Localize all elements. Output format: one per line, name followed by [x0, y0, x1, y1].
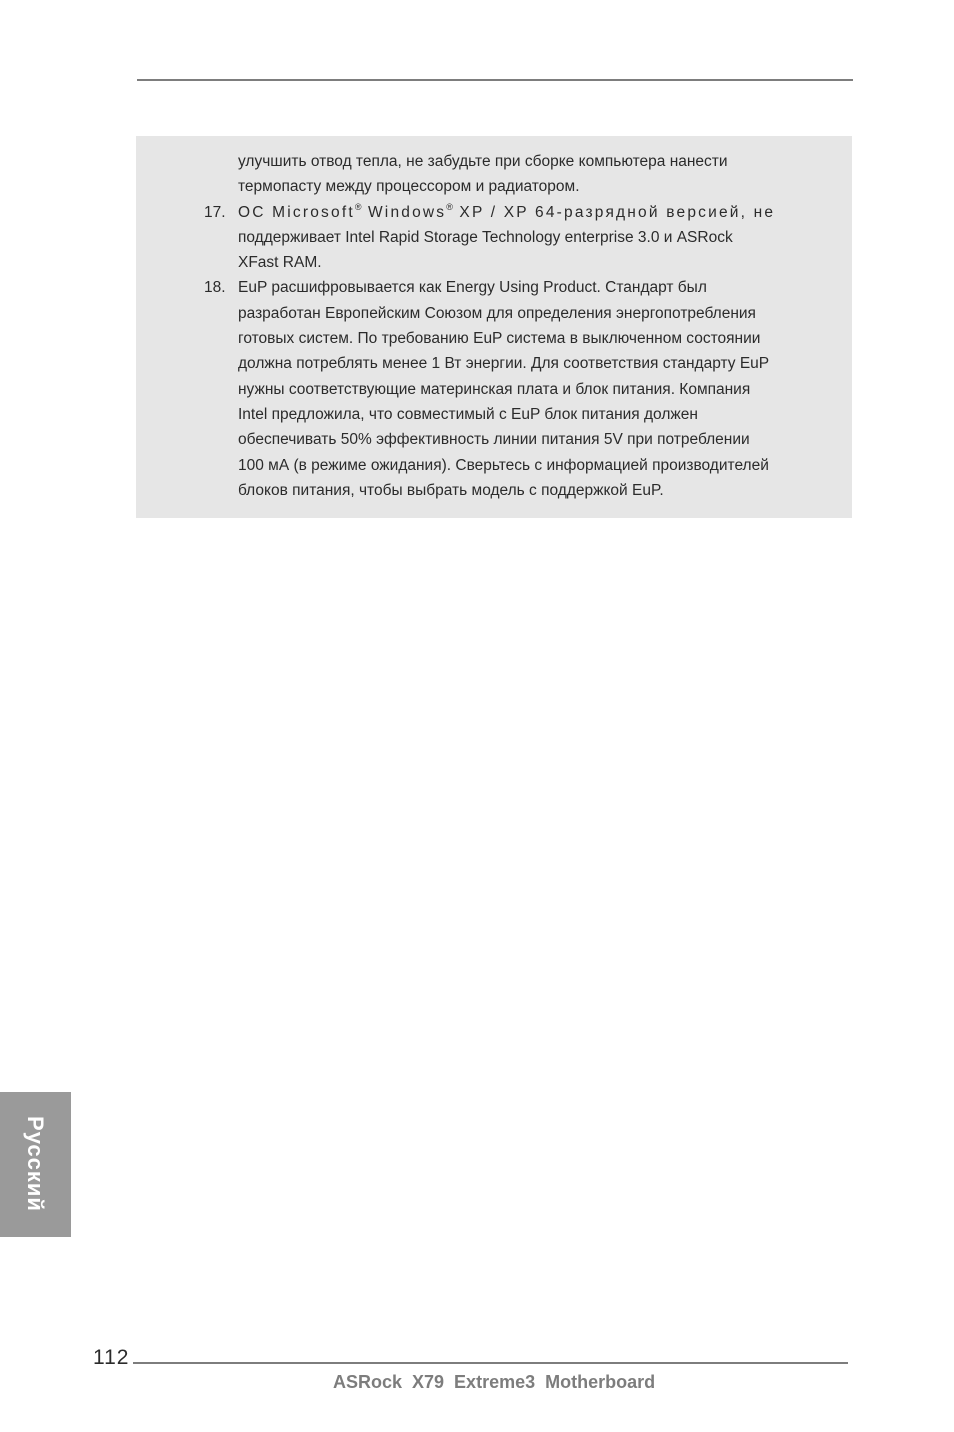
language-tab: [0, 1092, 71, 1237]
page-number: 112: [93, 1346, 130, 1369]
registered-mark: ®: [354, 201, 362, 212]
note-line: 100 мА (в режиме ожидания). Сверьтесь с информацией производителей: [238, 456, 769, 474]
note-line: блоков питания, чтобы выбрать модель с поддержкой EuP.: [238, 481, 664, 499]
continuation-line: термопасту между процессором и радиатором.: [238, 178, 580, 196]
footer-title: ASRock X79 Extreme3 Motherboard: [333, 1372, 656, 1392]
notes-text: [204, 149, 828, 503]
footer-rule: [133, 1362, 848, 1364]
note-line: [238, 200, 828, 225]
continuation-line: улучшить отвод тепла, не забудьте при сборке компьютера нанести: [238, 153, 728, 170]
note-line: должна потреблять менее 1 Вт энергии. Для соответствия стандарту EuP: [238, 355, 770, 373]
note-text-part: XP / XP 64-разрядной версией, не: [452, 203, 776, 221]
note-line: EuP расшифровывается как Energy Using Product. Стандарт был: [238, 279, 707, 297]
note-line: готовых систем. По требованию EuP система в выключенном состоянии: [238, 330, 761, 348]
note-line: Intel предложила, что совместимый с EuP блок питания должен: [238, 405, 698, 423]
note-line: нужны соответствующие материнская плата и блок питания. Компания: [238, 380, 751, 398]
language-tab-label: Русский: [23, 1116, 48, 1212]
header-rule: [137, 79, 853, 81]
note-line: разработан Европейским Союзом для определения энергопотребления: [238, 304, 756, 322]
note-line: обеспечивать 50% эффективность линии питания 5V при потреблении: [238, 431, 750, 449]
note-item-18: [204, 275, 828, 503]
note-text-part: ОС Microsoft: [238, 203, 355, 221]
note-line: поддерживает Intel Rapid Storage Technology enterprise 3.0 и ASRock: [238, 228, 733, 246]
registered-mark: ®: [446, 201, 453, 212]
note-text-part: Windows: [361, 203, 447, 221]
note-line: XFast RAM.: [238, 254, 322, 272]
note-number: 18.: [204, 279, 226, 297]
note-item-17: [204, 200, 828, 276]
note-number: 17.: [204, 203, 226, 221]
